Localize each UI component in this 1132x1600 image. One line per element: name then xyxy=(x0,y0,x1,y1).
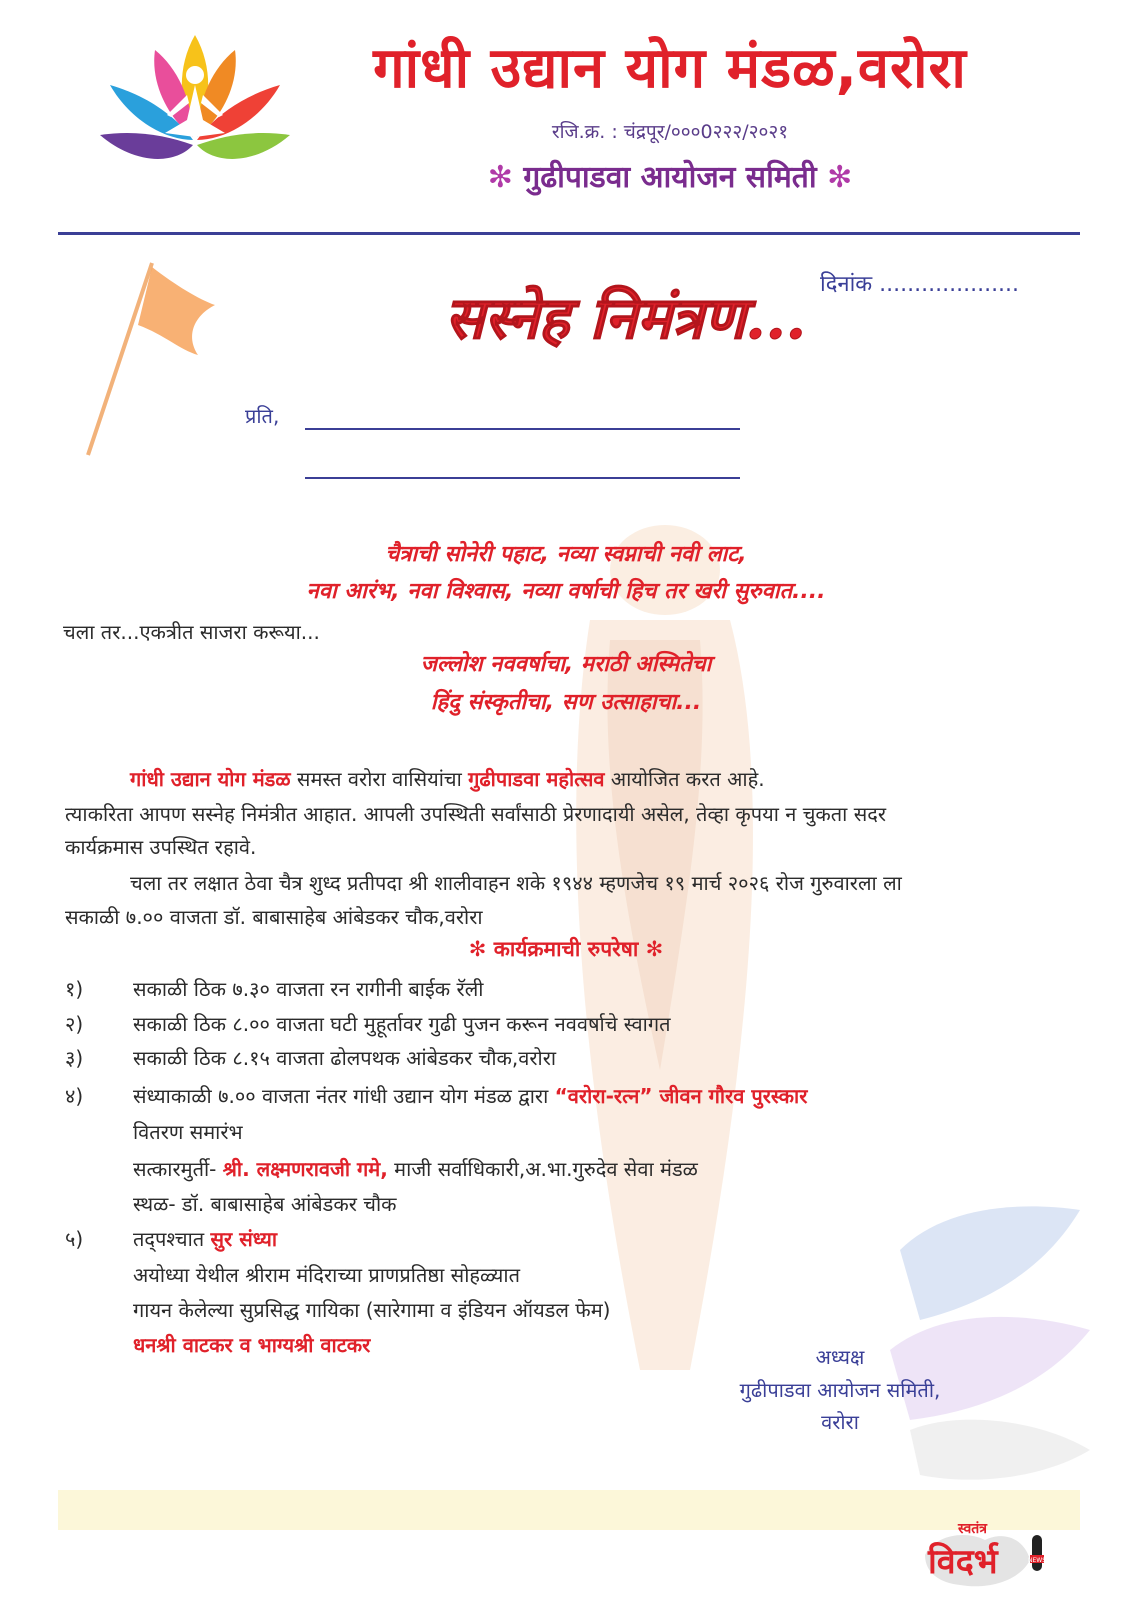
signature-committee: गुढीपाडवा आयोजन समिती, xyxy=(739,1378,941,1402)
singers-highlight: धनश्री वाटकर व भाग्यश्री वाटकर xyxy=(133,1333,371,1357)
svg-text:NEWS: NEWS xyxy=(1028,1557,1047,1564)
celebrate-lead: चला तर...एकत्रीत साजरा करूया... xyxy=(63,620,320,644)
program-item-number: ४) xyxy=(65,1084,84,1108)
festival-name-highlight: गुढीपाडवा महोत्सव xyxy=(468,767,605,791)
date-field: दिनांक .................... xyxy=(820,272,1020,297)
swatantra-vidarbha-news-logo xyxy=(920,1515,1060,1595)
asterisk-icon: ✻ xyxy=(487,160,513,195)
registration-number: रजि.क्र. : चंद्रपूर/०००0२२२/२०२१ xyxy=(551,121,789,143)
program-item-continuation: गायन केलेल्या सुप्रसिद्ध गायिका (सारेगामा व इंडियन ऑयडल फेम) xyxy=(133,1298,611,1322)
intro-paragraph-line-1 xyxy=(65,762,1070,796)
committee-label: गुढीपाडवा आयोजन समिती xyxy=(523,160,817,195)
intro-text: समस्त वरोरा वासियांचा xyxy=(290,767,469,791)
program-item-number: ३) xyxy=(65,1046,84,1070)
program-item-text-part: तद्पश्चात xyxy=(133,1227,211,1251)
program-heading-text: कार्यक्रमाची रुपरेषा xyxy=(493,937,639,961)
program-item-number: १) xyxy=(65,977,84,1001)
svg-text:स्वतंत्र: स्वतंत्र xyxy=(958,1521,987,1537)
intro-text-end: आयोजित करत आहे. xyxy=(604,767,765,791)
poem-line-1: चैत्राची सोनेरी पहाट, नव्या स्वप्नाची नवी लाट, xyxy=(385,542,747,567)
intro-paragraph-line-3: कार्यक्रमास उपस्थित रहावे. xyxy=(65,835,257,859)
recipient-label: प्रति, xyxy=(245,404,280,428)
program-item-text xyxy=(133,1079,807,1113)
program-item-text: सकाळी ठिक ७.३० वाजता रन रागीनी बाईक रॅली xyxy=(133,977,484,1001)
venue-line: स्थळ- डॉ. बाबासाहेब आंबेडकर चौक xyxy=(133,1192,397,1216)
poem-line-3: जल्लोश नववर्षाचा, मराठी अस्मितेचा xyxy=(420,652,712,677)
signature-place: वरोरा xyxy=(821,1410,859,1434)
header-divider xyxy=(58,232,1080,235)
organization-title: गांधी उद्यान योग मंडळ,वरोरा xyxy=(373,36,967,101)
svg-text:विदर्भ: विदर्भ xyxy=(928,1542,998,1582)
asterisk-icon: ✻ xyxy=(468,937,487,961)
program-heading xyxy=(0,935,1132,963)
date-paragraph-line-2: सकाळी ७.०० वाजता डॉ. बाबासाहेब आंबेडकर चौक,वरोरा xyxy=(65,905,483,929)
org-name-highlight: गांधी उद्यान योग मंडळ xyxy=(130,767,291,791)
guest-line xyxy=(133,1152,698,1186)
invitation-title-art xyxy=(440,258,806,378)
award-name-highlight: “वरोरा-रत्न” जीवन गौरव पुरस्कार xyxy=(554,1084,808,1108)
recipient-line xyxy=(305,428,740,430)
saffron-flag-icon xyxy=(80,255,220,465)
signature-role: अध्यक्ष xyxy=(815,1345,865,1369)
event-name-highlight: सुर संध्या xyxy=(210,1227,278,1251)
program-item-text: सकाळी ठिक ८.०० वाजता घटी मुहूर्तावर गुढी पुजन करून नववर्षाचे स्वागत xyxy=(133,1012,671,1036)
program-item-number: २) xyxy=(65,1012,84,1036)
asterisk-icon: ✻ xyxy=(645,937,664,961)
yoga-lotus-logo xyxy=(95,25,295,175)
recipient-line xyxy=(305,477,740,479)
intro-paragraph-line-2: त्याकरिता आपण सस्नेह निमंत्रीत आहात. आपली उपस्थिती सर्वांसाठी प्रेरणादायी असेल, तेव्हा कृपया न चुकता सदर xyxy=(65,802,887,826)
decorative-corner-image xyxy=(880,1190,1100,1490)
program-item-text-part: संध्याकाळी ७.०० वाजता नंतर गांधी उद्यान योग मंडळ द्वारा xyxy=(133,1084,555,1108)
program-item-text xyxy=(133,1222,277,1256)
guest-name-highlight: श्री. लक्ष्मणरावजी गमे, xyxy=(222,1157,388,1181)
guest-description: माजी सर्वाधिकारी,अ.भा.गुरुदेव सेवा मंडळ xyxy=(387,1157,698,1181)
program-item-text: सकाळी ठिक ८.१५ वाजता ढोलपथक आंबेडकर चौक,वरोरा xyxy=(133,1046,557,1070)
poem-line-2: नवा आरंभ, नवा विश्वास, नव्या वर्षाची हिच तर खरी सुरुवात.... xyxy=(306,579,826,604)
program-item-number: ५) xyxy=(65,1227,84,1251)
committee-name xyxy=(320,155,1020,196)
date-paragraph-line-1: चला तर लक्षात ठेवा चैत्र शुध्द प्रतीपदा श्री शालीवाहन शके १९४४ म्हणजेच १९ मार्च २०२६ रोज गुरुवारला ला xyxy=(130,871,902,895)
poem-line-4: हिंदु संस्कृतीचा, सण उत्साहाचा... xyxy=(430,690,702,715)
invitation-title-text: सस्नेह निमंत्रण... xyxy=(445,284,806,352)
guest-label: सत्कारमुर्ती- xyxy=(133,1157,223,1181)
program-item-continuation: अयोध्या येथील श्रीराम मंदिराच्या प्राणप्रतिष्ठा सोहळ्यात xyxy=(133,1263,520,1287)
asterisk-icon: ✻ xyxy=(827,160,853,195)
program-item-continuation: वितरण समारंभ xyxy=(133,1120,243,1144)
